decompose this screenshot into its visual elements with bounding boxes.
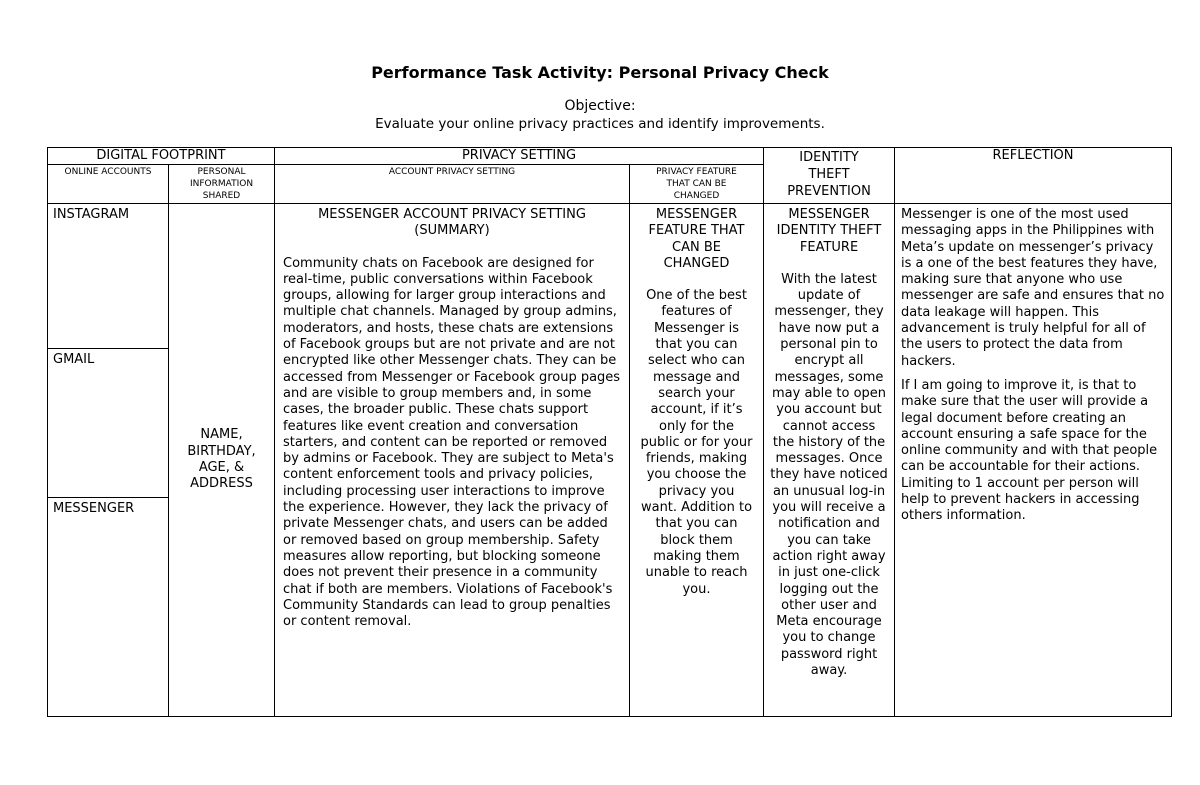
reflection-cell — [895, 204, 1172, 717]
privacy-feature-heading: MESSENGER FEATURE THAT CAN BE CHANGED — [648, 207, 745, 271]
account-privacy-heading: MESSENGER ACCOUNT PRIVACY SETTING (SUMMARY) — [318, 207, 586, 239]
header-identity-theft: IDENTITY THEFT PREVENTION — [764, 148, 895, 204]
identity-text: With the latest update of messenger, they have now put a personal pin to encrypt all messages, some may able to open you account but cannot access the history of the messages. Once they have noticed an unusual log-in you will receive a notification and you can take action right away in just one-click logging out the other user and Meta encourage you to change password right away. — [770, 271, 888, 679]
objective-label: Objective: — [564, 98, 636, 114]
privacy-feature-cell — [630, 204, 764, 717]
objective-text: Evaluate your online privacy practices and identify improvements. — [375, 116, 825, 132]
header-reflection: REFLECTION — [895, 148, 1172, 204]
identity-theft-cell — [764, 204, 895, 717]
reflection-paragraph-2: If I am going to improve it, is that to make sure that the user will provide a legal document before creating an account ensuring a safe space for the online community and with that people can be accountable for their actions. Limiting to 1 account per person will help to prevent hackers in accessing others information. — [901, 377, 1158, 524]
header-digital-footprint: DIGITAL FOOTPRINT — [48, 148, 275, 165]
subheader-account-privacy: ACCOUNT PRIVACY SETTING — [275, 165, 630, 204]
header-privacy-setting: PRIVACY SETTING — [275, 148, 764, 165]
account-instagram: INSTAGRAM — [48, 204, 169, 349]
privacy-feature-text: One of the best features of Messenger is that you can select who can message and search your account, if it’s only for the public or for your friends, making you choose the privacy you want. Addition to that you can block them making them unable to reach you. — [640, 288, 753, 597]
reflection-paragraph-1: Messenger is one of the most used messaging apps in the Philippines with Meta’s update on messenger’s privacy is a one of the best features they have, making sure that anyone who use messenger are safe and ensures that no data leakage will happen. This advancement is truly helpful for all of the users to protect the data from hackers. — [901, 207, 1165, 369]
page-title: Performance Task Activity: Personal Privacy Check — [371, 63, 829, 82]
account-gmail: GMAIL — [48, 349, 169, 498]
subheader-privacy-feature: PRIVACY FEATURE THAT CAN BE CHANGED — [630, 165, 764, 204]
account-privacy-text: Community chats on Facebook are designed for real-time, public conversations within Facebook groups, allowing for larger group interactions and multiple chat channels. Managed by group admins, moderators, and hosts, these chats are extensions of Facebook groups but are not private and are not encrypted like other Messenger chats. They can be accessed from Messenger or Facebook group pages and are visible to group members and, in some cases, the broader public. These chats support features like event creation and conversation starters, and content can be reported or removed by admins or Facebook. They are subject to Meta's content enforcement tools and privacy policies, including processing user interactions to improve the experience. However, they lack the privacy of private Messenger chats, and users can be added or removed based on group membership. Safety measures allow reporting, but blocking someone does not prevent their presence in a community chat if both are members. Violations of Facebook's Community Standards can lead to group penalties or content removal. — [283, 255, 621, 630]
subheader-online-accounts: ONLINE ACCOUNTS — [48, 165, 169, 204]
account-messenger: MESSENGER — [48, 498, 169, 717]
personal-info-cell: NAME, BIRTHDAY, AGE, & ADDRESS — [169, 204, 275, 717]
subheader-personal-info: PERSONAL INFORMATION SHARED — [169, 165, 275, 204]
identity-heading: MESSENGER IDENTITY THEFT FEATURE — [776, 207, 882, 255]
privacy-check-table — [47, 147, 1172, 717]
account-privacy-cell — [275, 204, 630, 717]
